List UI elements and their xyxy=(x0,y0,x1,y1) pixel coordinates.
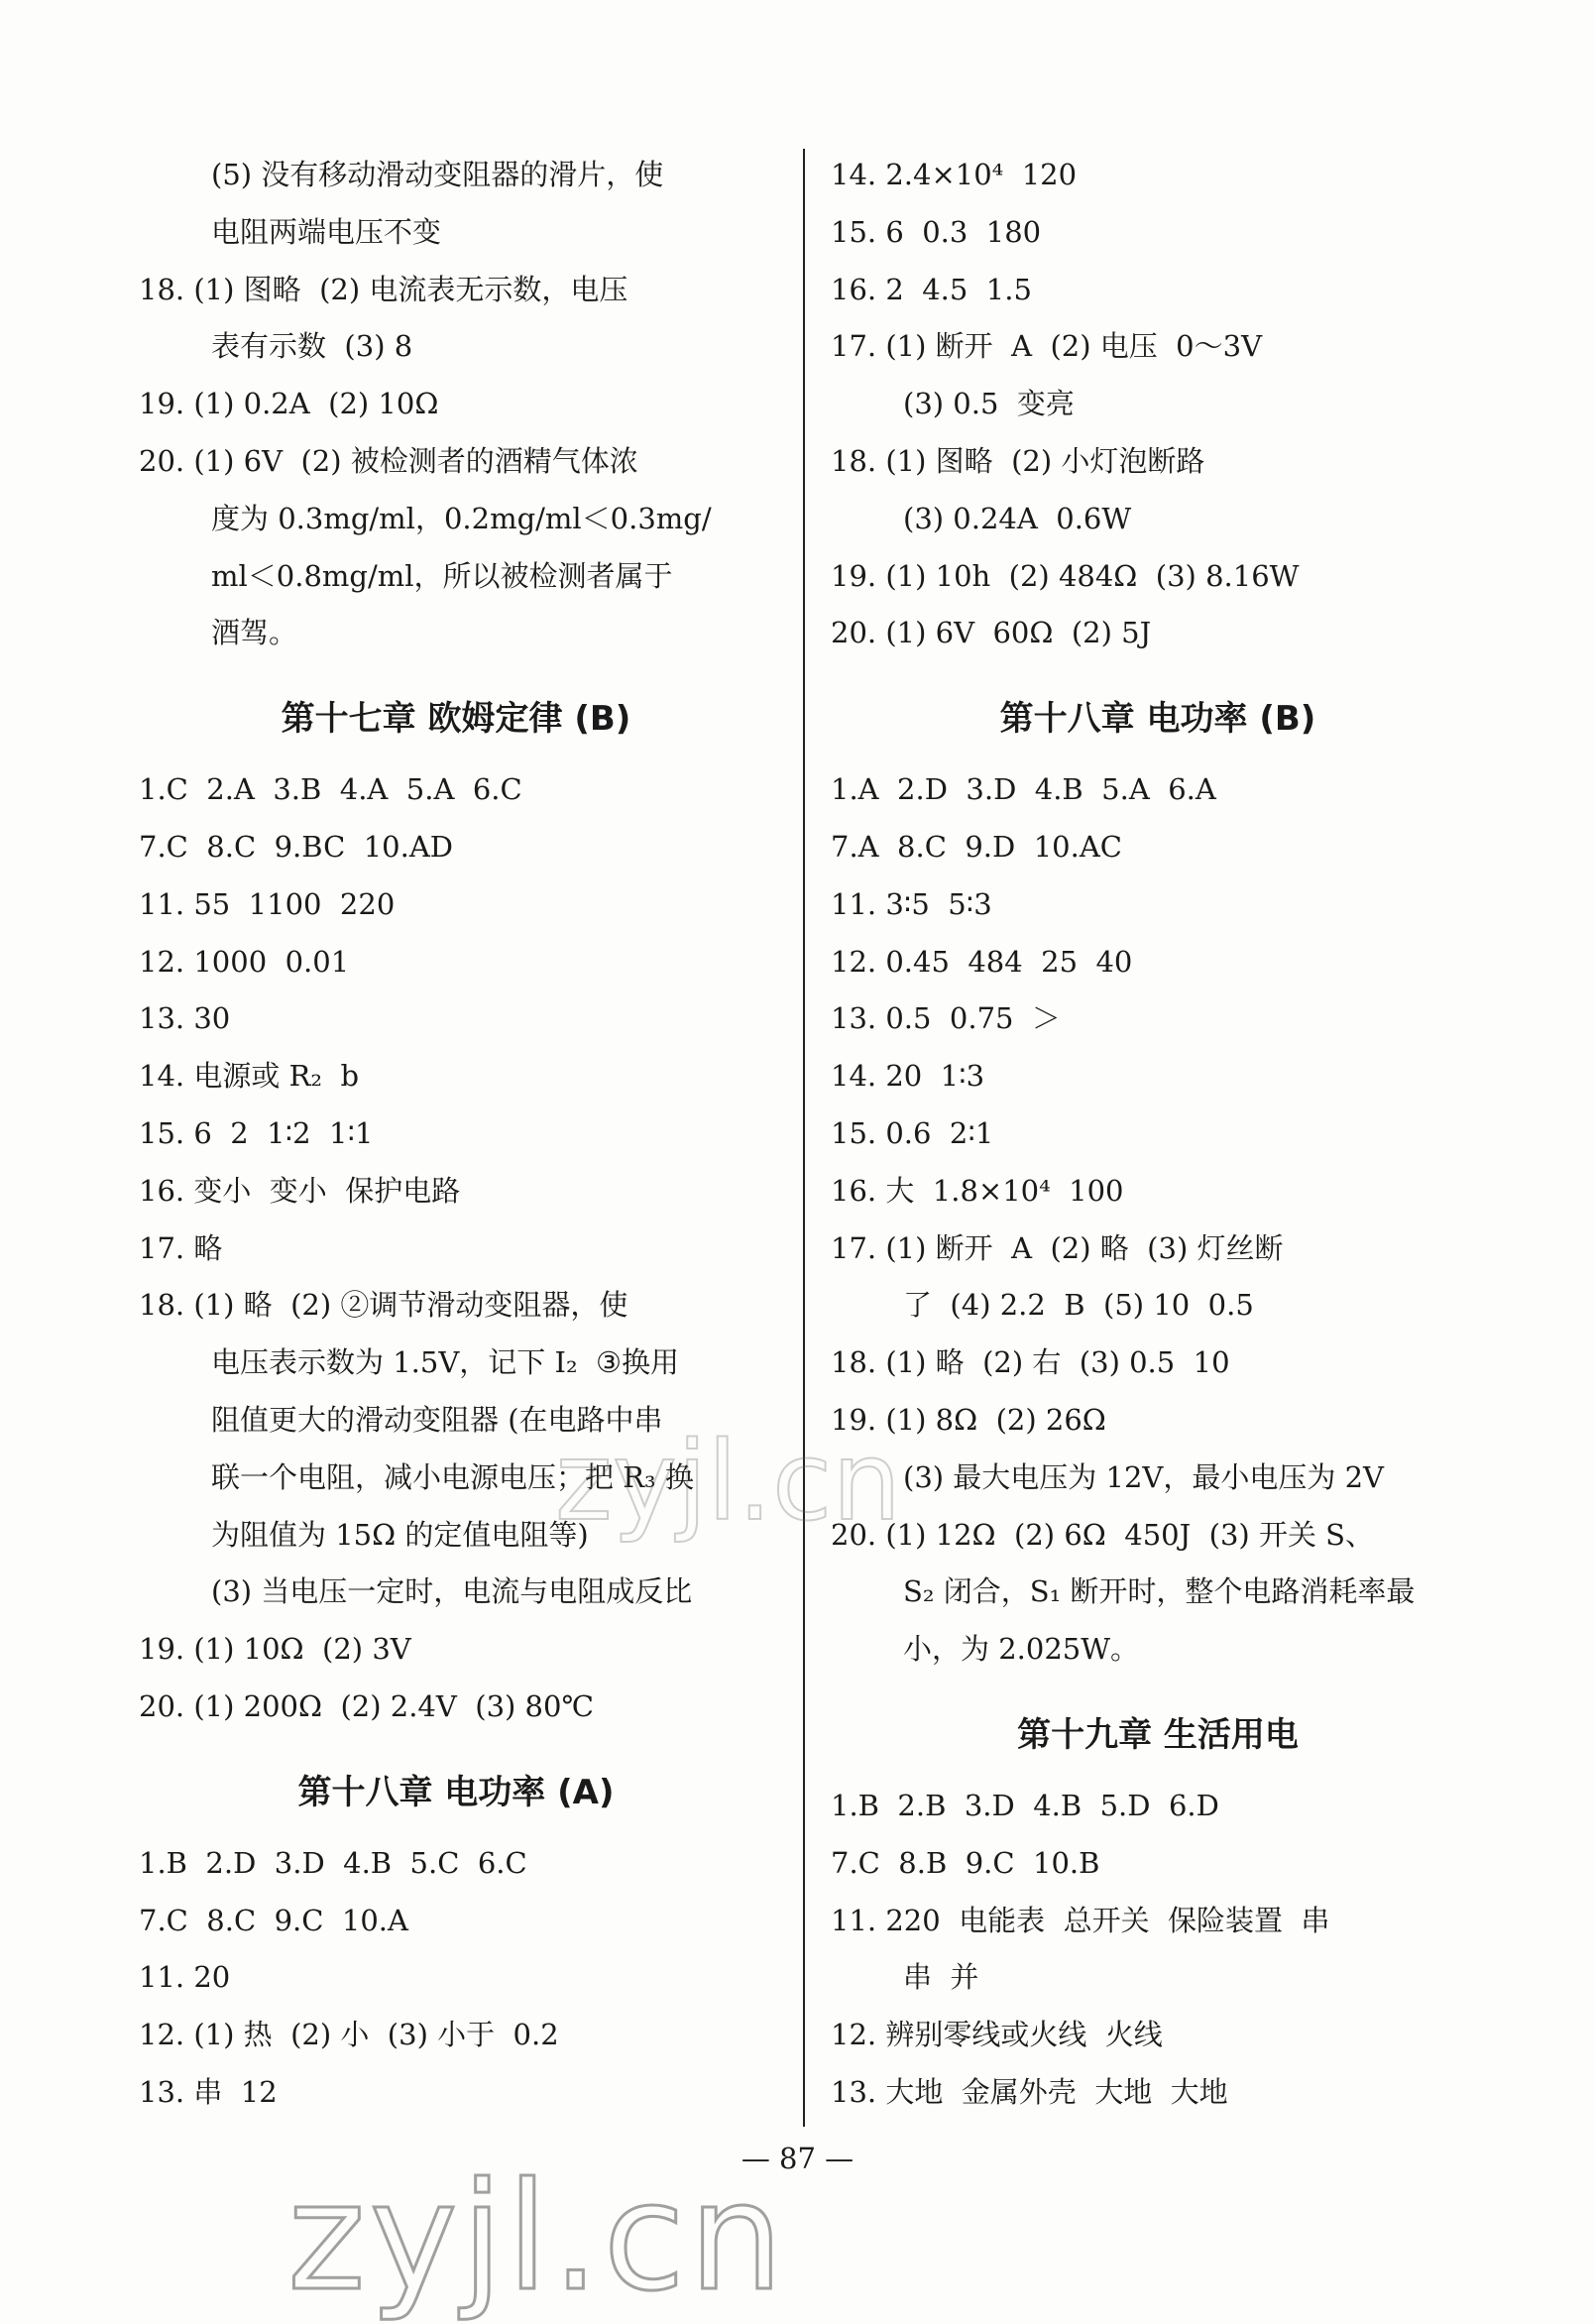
answer-line: 19. (1) 0.2A (2) 10Ω xyxy=(139,387,439,421)
answer-line: 18. (1) 图略 (2) 小灯泡断路 xyxy=(831,443,1205,478)
answer-line: 1.A 2.D 3.D 4.B 5.A 6.A xyxy=(831,772,1216,807)
answer-line: 15. 6 0.3 180 xyxy=(831,214,1042,249)
answer-line: 17. (1) 断开 A (2) 略 (3) 灯丝断 xyxy=(831,1230,1284,1265)
answer-line: 度为 0.3mg/ml，0.2mg/ml＜0.3mg/ xyxy=(211,501,712,535)
answer-line: 20. (1) 12Ω (2) 6Ω 450J (3) 开关 S、 xyxy=(831,1517,1375,1552)
answer-line: 14. 2.4×10⁴ 120 xyxy=(831,158,1078,191)
answer-line: 20. (1) 6V (2) 被检测者的酒精气体浓 xyxy=(139,443,638,478)
answer-line: 13. 0.5 0.75 ＞ xyxy=(831,1001,1061,1036)
answer-line: 16. 大 1.8×10⁴ 100 xyxy=(831,1173,1124,1208)
section-heading: 第十八章 电功率 (B) xyxy=(999,699,1316,740)
answer-line: 15. 6 2 1∶2 1∶1 xyxy=(139,1115,374,1150)
answer-line: 11. 20 xyxy=(139,1960,231,1995)
watermark: zyjl.cn xyxy=(287,2151,788,2324)
answer-line: 为阻值为 15Ω 的定值电阻等) xyxy=(211,1517,589,1552)
answer-line: 15. 0.6 2∶1 xyxy=(831,1115,994,1150)
answer-line: 20. (1) 6V 60Ω (2) 5J xyxy=(831,616,1152,650)
answer-line: 酒驾。 xyxy=(211,616,298,650)
answer-line: 7.A 8.C 9.D 10.AC xyxy=(831,829,1122,864)
left-column xyxy=(139,147,773,2122)
answer-line: 阻值更大的滑动变阻器 (在电路中串 xyxy=(211,1402,663,1437)
answer-line: 19. (1) 8Ω (2) 26Ω xyxy=(831,1402,1106,1437)
answer-line: 7.C 8.C 9.C 10.A xyxy=(139,1903,408,1937)
answer-line: 13. 30 xyxy=(139,1001,231,1036)
answer-line: 7.C 8.B 9.C 10.B xyxy=(831,1845,1100,1880)
answer-line: 7.C 8.C 9.BC 10.AD xyxy=(139,829,454,864)
answer-line: ml＜0.8mg/ml，所以被检测者属于 xyxy=(211,558,673,593)
column-divider xyxy=(803,149,805,2127)
answer-line: 18. (1) 略 (2) 右 (3) 0.5 10 xyxy=(831,1345,1230,1380)
answer-line: 电阻两端电压不变 xyxy=(211,214,442,249)
answer-line: S₂ 闭合，S₁ 断开时，整个电路消耗率最 xyxy=(903,1574,1416,1609)
answer-line: 14. 电源或 R₂ b xyxy=(139,1059,360,1094)
answer-line: 19. (1) 10Ω (2) 3V xyxy=(139,1632,411,1667)
answer-line: 1.C 2.A 3.B 4.A 5.A 6.C xyxy=(139,772,522,807)
answer-line: 表有示数 (3) 8 xyxy=(211,329,413,364)
answer-line: 联一个电阻，减小电源电压；把 R₃ 换 xyxy=(211,1459,694,1494)
right-column xyxy=(831,147,1485,2122)
page-number: — 87 — xyxy=(741,2142,854,2175)
answer-line: 电压表示数为 1.5V，记下 I₂ ③换用 xyxy=(211,1345,680,1380)
answer-line: 1.B 2.D 3.D 4.B 5.C 6.C xyxy=(139,1845,527,1880)
answer-line: (3) 最大电压为 12V，最小电压为 2V xyxy=(903,1459,1384,1494)
section-heading: 第十七章 欧姆定律 (B) xyxy=(281,699,631,740)
answer-line: (5) 没有移动滑动变阻器的滑片，使 xyxy=(211,158,664,191)
answer-line: 12. 辨别零线或火线 火线 xyxy=(831,2018,1163,2052)
answer-line: 小，为 2.025W。 xyxy=(903,1632,1140,1667)
answer-line: 16. 变小 变小 保护电路 xyxy=(139,1173,461,1208)
answer-line: (3) 0.24A 0.6W xyxy=(903,501,1132,535)
section-heading: 第十九章 生活用电 xyxy=(1017,1714,1299,1755)
section-heading: 第十八章 电功率 (A) xyxy=(297,1772,615,1812)
answer-line: 14. 20 1∶3 xyxy=(831,1059,985,1094)
answer-line: 18. (1) 略 (2) ②调节滑动变阻器，使 xyxy=(139,1288,628,1323)
answer-line: 1.B 2.B 3.D 4.B 5.D 6.D xyxy=(831,1788,1219,1822)
answer-line: 20. (1) 200Ω (2) 2.4V (3) 80℃ xyxy=(139,1688,594,1723)
answer-line: 12. 0.45 484 25 40 xyxy=(831,944,1133,979)
answer-line: 17. (1) 断开 A (2) 电压 0～3V xyxy=(831,329,1263,364)
answer-line: 11. 55 1100 220 xyxy=(139,886,396,921)
answer-line: 19. (1) 10h (2) 484Ω (3) 8.16W xyxy=(831,558,1300,593)
answer-line: (3) 0.5 变亮 xyxy=(903,387,1075,421)
answer-line: 串 并 xyxy=(903,1960,979,1995)
answer-line: 11. 3∶5 5∶3 xyxy=(831,886,992,921)
answer-line: 17. 略 xyxy=(139,1230,223,1265)
answer-line: 13. 串 12 xyxy=(139,2074,278,2109)
answer-line: 16. 2 4.5 1.5 xyxy=(831,272,1032,306)
watermark-faint: zyjl.cn xyxy=(555,1418,902,1545)
answer-line: 13. 大地 金属外壳 大地 大地 xyxy=(831,2074,1228,2109)
answer-line: 12. (1) 热 (2) 小 (3) 小于 0.2 xyxy=(139,2018,559,2052)
answer-line: 12. 1000 0.01 xyxy=(139,944,350,979)
answer-line: (3) 当电压一定时，电流与电阻成反比 xyxy=(211,1574,693,1609)
answer-line: 了 (4) 2.2 B (5) 10 0.5 xyxy=(903,1288,1254,1323)
answer-line: 18. (1) 图略 (2) 电流表无示数，电压 xyxy=(139,272,628,306)
answer-line: 11. 220 电能表 总开关 保险装置 串 xyxy=(831,1903,1330,1937)
